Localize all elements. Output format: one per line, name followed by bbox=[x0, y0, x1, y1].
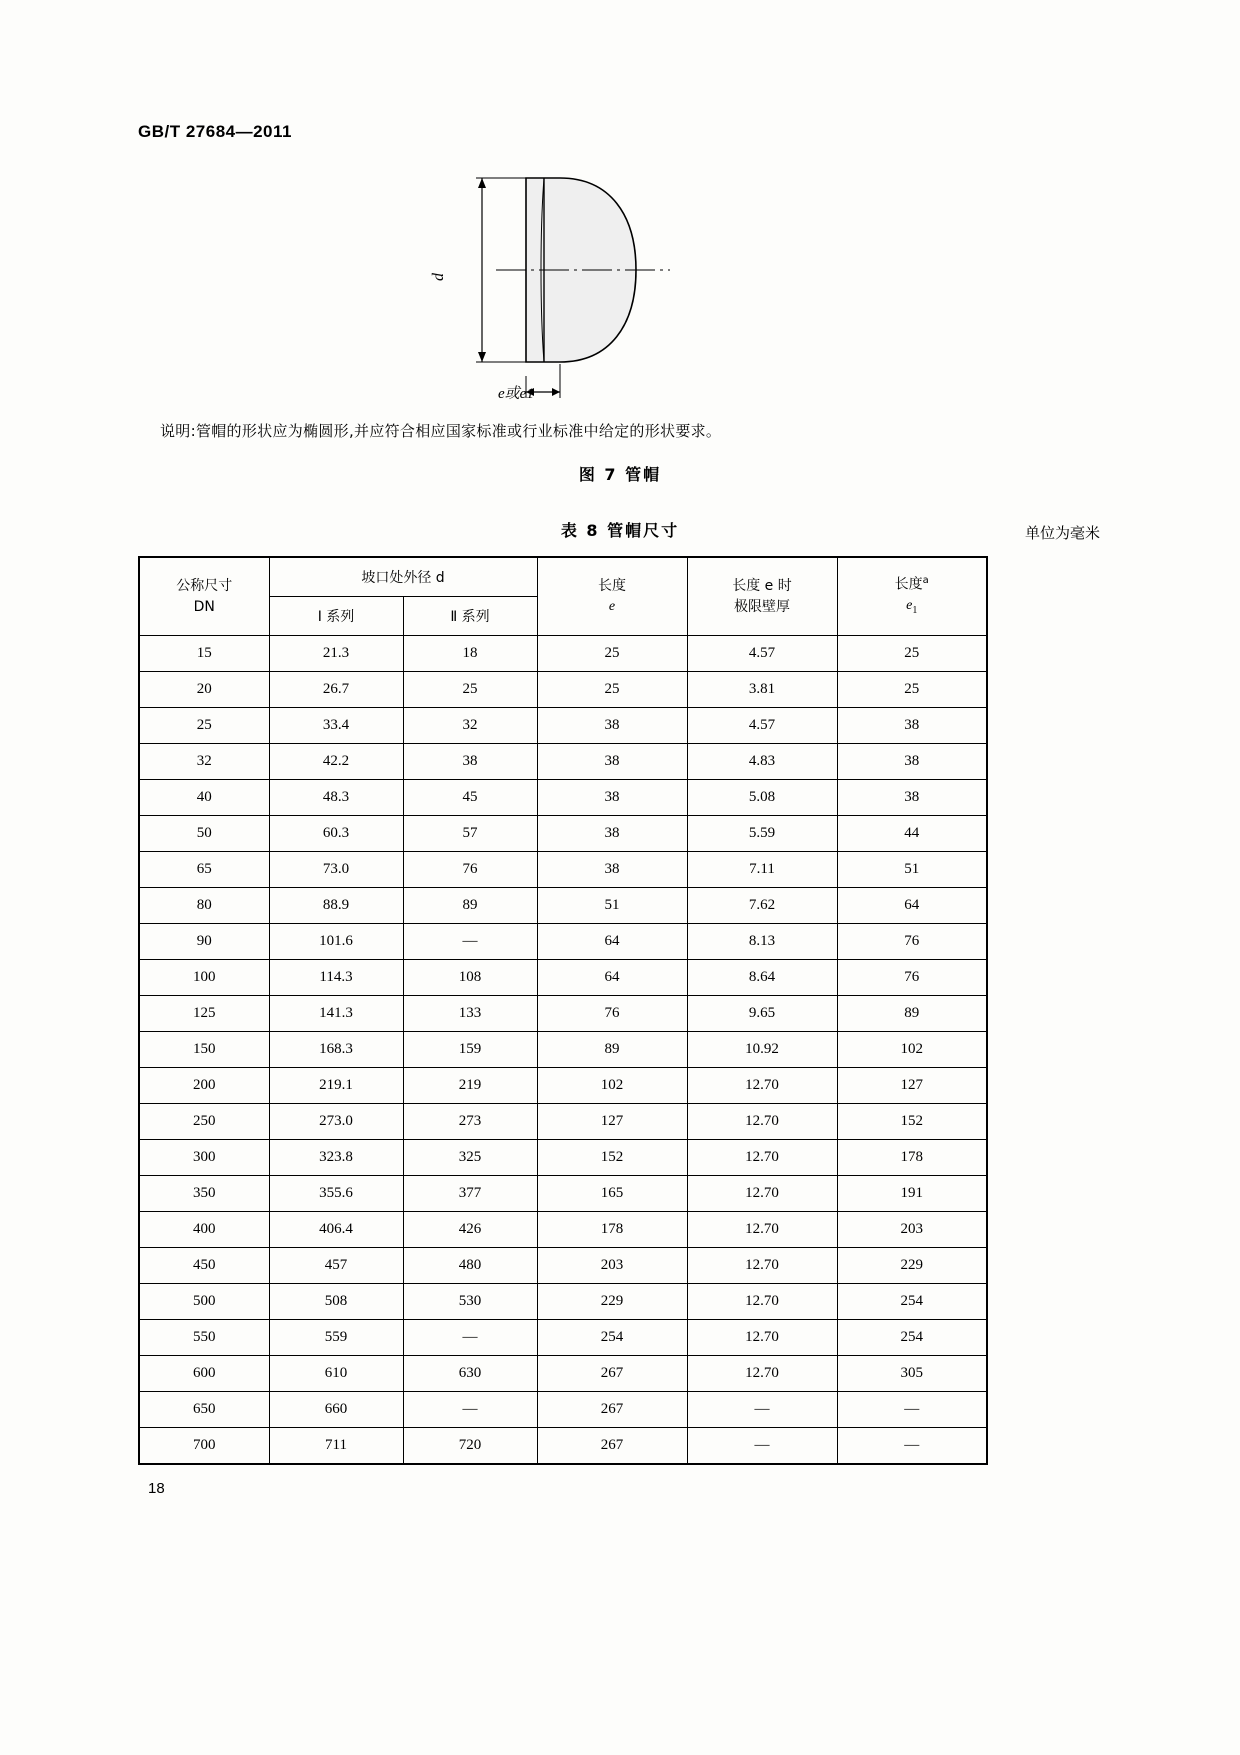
table-cell: 12.70 bbox=[687, 1248, 837, 1284]
header-length-e1-line1: 长度 bbox=[894, 577, 923, 594]
table-cell: 25 bbox=[537, 672, 687, 708]
table-cell: 150 bbox=[139, 1032, 269, 1068]
table-cell: 325 bbox=[403, 1140, 537, 1176]
table-cell: 203 bbox=[537, 1248, 687, 1284]
table-cell: 159 bbox=[403, 1032, 537, 1068]
table-cell: 133 bbox=[403, 996, 537, 1032]
table-cell: 273 bbox=[403, 1104, 537, 1140]
table-cell: 57 bbox=[403, 816, 537, 852]
table-cell: 76 bbox=[537, 996, 687, 1032]
table-cell: 4.83 bbox=[687, 744, 837, 780]
table-cell: 10.92 bbox=[687, 1032, 837, 1068]
table-row bbox=[139, 996, 987, 1032]
table-cell: 406.4 bbox=[269, 1212, 403, 1248]
figure-caption: 图 7 管帽 bbox=[578, 465, 662, 484]
table-row bbox=[139, 960, 987, 996]
table-cell: 152 bbox=[837, 1104, 987, 1140]
table-cell: — bbox=[687, 1428, 837, 1465]
table-cell: 38 bbox=[537, 744, 687, 780]
table-cell: 127 bbox=[537, 1104, 687, 1140]
header-length-e bbox=[537, 557, 687, 636]
table-cell: 18 bbox=[403, 636, 537, 672]
table-cell: 191 bbox=[837, 1176, 987, 1212]
page-number: 18 bbox=[148, 1480, 165, 1497]
table-cell: 76 bbox=[837, 924, 987, 960]
table-cell: 267 bbox=[537, 1428, 687, 1465]
table-cell: 200 bbox=[139, 1068, 269, 1104]
table-row bbox=[139, 888, 987, 924]
table-cell: 650 bbox=[139, 1392, 269, 1428]
table-cell: 64 bbox=[837, 888, 987, 924]
table-cell: 8.64 bbox=[687, 960, 837, 996]
table-cell: 508 bbox=[269, 1284, 403, 1320]
table-cell: — bbox=[687, 1392, 837, 1428]
standard-code-header: GB/T 27684—2011 bbox=[138, 122, 292, 141]
table-cell: 102 bbox=[537, 1068, 687, 1104]
header-length-e-line1: 长度 bbox=[598, 577, 626, 594]
table-cell: 38 bbox=[403, 744, 537, 780]
table-cell: 305 bbox=[837, 1356, 987, 1392]
header-series-2: Ⅱ 系列 bbox=[403, 597, 537, 636]
table-row bbox=[139, 1032, 987, 1068]
table-row bbox=[139, 1356, 987, 1392]
table-cell: 89 bbox=[403, 888, 537, 924]
table-cell: 12.70 bbox=[687, 1284, 837, 1320]
pipe-cap-drawing bbox=[440, 160, 780, 410]
table-unit-note: 单位为毫米 bbox=[1024, 524, 1100, 542]
table-row bbox=[139, 1176, 987, 1212]
table-cell: 20 bbox=[139, 672, 269, 708]
table-cell: 38 bbox=[837, 708, 987, 744]
table-cell: 12.70 bbox=[687, 1140, 837, 1176]
table-cell: 711 bbox=[269, 1428, 403, 1465]
figure-pipe-cap bbox=[430, 160, 780, 410]
table-cell: 26.7 bbox=[269, 672, 403, 708]
pipe-cap-dimension-table bbox=[138, 556, 988, 1465]
header-series-1: Ⅰ 系列 bbox=[269, 597, 403, 636]
figure-label-e: e或e1 bbox=[498, 386, 534, 402]
table-cell: 9.65 bbox=[687, 996, 837, 1032]
table-cell: 377 bbox=[403, 1176, 537, 1212]
table-cell: 178 bbox=[837, 1140, 987, 1176]
table-cell: 480 bbox=[403, 1248, 537, 1284]
table-cell: 300 bbox=[139, 1140, 269, 1176]
table-cell: — bbox=[403, 1320, 537, 1356]
table-cell: 73.0 bbox=[269, 852, 403, 888]
table-cell: 720 bbox=[403, 1428, 537, 1465]
table-row bbox=[139, 1248, 987, 1284]
table-row bbox=[139, 816, 987, 852]
table-row bbox=[139, 636, 987, 672]
table-row bbox=[139, 1392, 987, 1428]
table-row bbox=[139, 780, 987, 816]
table-cell: 21.3 bbox=[269, 636, 403, 672]
table-cell: 25 bbox=[403, 672, 537, 708]
table-cell: 38 bbox=[537, 708, 687, 744]
header-length-e1-footnote-mark: a bbox=[922, 575, 929, 587]
table-cell: 45 bbox=[403, 780, 537, 816]
table-cell: 12.70 bbox=[687, 1068, 837, 1104]
table-cell: 88.9 bbox=[269, 888, 403, 924]
table-cell: — bbox=[837, 1392, 987, 1428]
header-nominal-size bbox=[139, 557, 269, 636]
table-cell: 38 bbox=[537, 780, 687, 816]
header-limit-wall-thickness-line2: 极限壁厚 bbox=[734, 598, 790, 615]
header-limit-wall-thickness bbox=[687, 557, 837, 636]
table-cell: 101.6 bbox=[269, 924, 403, 960]
table-cell: 25 bbox=[537, 636, 687, 672]
table-cell: — bbox=[403, 924, 537, 960]
table-cell: 3.81 bbox=[687, 672, 837, 708]
table-cell: 15 bbox=[139, 636, 269, 672]
table-cell: 12.70 bbox=[687, 1356, 837, 1392]
header-nominal-size-line1: 公称尺寸 bbox=[176, 578, 233, 595]
table-cell: 44 bbox=[837, 816, 987, 852]
table-cell: 76 bbox=[837, 960, 987, 996]
header-length-e1 bbox=[837, 557, 987, 636]
table-cell: 600 bbox=[139, 1356, 269, 1392]
table-cell: 229 bbox=[837, 1248, 987, 1284]
table-cell: 267 bbox=[537, 1356, 687, 1392]
table-cell: 38 bbox=[537, 816, 687, 852]
table-cell: 60.3 bbox=[269, 816, 403, 852]
table-cell: 141.3 bbox=[269, 996, 403, 1032]
table-cell: — bbox=[837, 1428, 987, 1465]
table-cell: 50 bbox=[139, 816, 269, 852]
dimension-table-wrapper bbox=[138, 556, 986, 1465]
table-cell: 457 bbox=[269, 1248, 403, 1284]
table-cell: — bbox=[403, 1392, 537, 1428]
table-cell: 178 bbox=[537, 1212, 687, 1248]
table-row bbox=[139, 1212, 987, 1248]
table-cell: 38 bbox=[837, 744, 987, 780]
table-row bbox=[139, 672, 987, 708]
table-cell: 25 bbox=[837, 672, 987, 708]
table-cell: 48.3 bbox=[269, 780, 403, 816]
table-row bbox=[139, 1284, 987, 1320]
header-length-e1-line2: $e_1$ bbox=[906, 598, 918, 617]
table-cell: 12.70 bbox=[687, 1104, 837, 1140]
header-nominal-size-line2: DN bbox=[193, 598, 215, 615]
table-cell: 32 bbox=[139, 744, 269, 780]
table-cell: 5.08 bbox=[687, 780, 837, 816]
header-length-e-line2: e bbox=[608, 599, 616, 614]
table-cell: 400 bbox=[139, 1212, 269, 1248]
table-cell: 250 bbox=[139, 1104, 269, 1140]
table-cell: 127 bbox=[837, 1068, 987, 1104]
table-cell: 12.70 bbox=[687, 1320, 837, 1356]
table-cell: 4.57 bbox=[687, 708, 837, 744]
table-cell: 450 bbox=[139, 1248, 269, 1284]
table-cell: 7.11 bbox=[687, 852, 837, 888]
table-row bbox=[139, 1140, 987, 1176]
table-cell: 51 bbox=[837, 852, 987, 888]
table-cell: 40 bbox=[139, 780, 269, 816]
table-cell: 90 bbox=[139, 924, 269, 960]
table-cell: 5.59 bbox=[687, 816, 837, 852]
table-cell: 530 bbox=[403, 1284, 537, 1320]
table-cell: 76 bbox=[403, 852, 537, 888]
table-cell: 33.4 bbox=[269, 708, 403, 744]
table-cell: 219 bbox=[403, 1068, 537, 1104]
table-cell: 114.3 bbox=[269, 960, 403, 996]
table-cell: 426 bbox=[403, 1212, 537, 1248]
table-title: 表 8 管帽尺寸 bbox=[560, 521, 680, 540]
table-cell: 64 bbox=[537, 924, 687, 960]
table-cell: 254 bbox=[837, 1320, 987, 1356]
table-cell: 229 bbox=[537, 1284, 687, 1320]
table-cell: 64 bbox=[537, 960, 687, 996]
table-row bbox=[139, 924, 987, 960]
table-cell: 610 bbox=[269, 1356, 403, 1392]
table-cell: 165 bbox=[537, 1176, 687, 1212]
table-cell: 125 bbox=[139, 996, 269, 1032]
table-cell: 89 bbox=[837, 996, 987, 1032]
table-cell: 38 bbox=[837, 780, 987, 816]
table-cell: 630 bbox=[403, 1356, 537, 1392]
table-row bbox=[139, 744, 987, 780]
table-cell: 323.8 bbox=[269, 1140, 403, 1176]
table-row bbox=[139, 708, 987, 744]
table-cell: 80 bbox=[139, 888, 269, 924]
table-cell: 273.0 bbox=[269, 1104, 403, 1140]
table-header bbox=[139, 557, 987, 636]
table-row bbox=[139, 1428, 987, 1465]
table-cell: 267 bbox=[537, 1392, 687, 1428]
table-cell: 168.3 bbox=[269, 1032, 403, 1068]
table-cell: 8.13 bbox=[687, 924, 837, 960]
table-cell: 254 bbox=[537, 1320, 687, 1356]
header-outside-diameter-group bbox=[269, 557, 537, 597]
table-cell: 350 bbox=[139, 1176, 269, 1212]
table-cell: 32 bbox=[403, 708, 537, 744]
table-cell: 254 bbox=[837, 1284, 987, 1320]
table-cell: 12.70 bbox=[687, 1176, 837, 1212]
table-cell: 25 bbox=[837, 636, 987, 672]
table-cell: 65 bbox=[139, 852, 269, 888]
header-outside-diameter-text: 坡口处外径 d bbox=[361, 570, 445, 586]
table-cell: 559 bbox=[269, 1320, 403, 1356]
table-cell: 51 bbox=[537, 888, 687, 924]
table-cell: 355.6 bbox=[269, 1176, 403, 1212]
table-cell: 42.2 bbox=[269, 744, 403, 780]
table-cell: 550 bbox=[139, 1320, 269, 1356]
table-cell: 7.62 bbox=[687, 888, 837, 924]
table-row bbox=[139, 1104, 987, 1140]
table-cell: 500 bbox=[139, 1284, 269, 1320]
table-cell: 108 bbox=[403, 960, 537, 996]
table-cell: 25 bbox=[139, 708, 269, 744]
table-row bbox=[139, 852, 987, 888]
table-cell: 4.57 bbox=[687, 636, 837, 672]
table-cell: 203 bbox=[837, 1212, 987, 1248]
table-body bbox=[139, 636, 987, 1465]
table-row bbox=[139, 1068, 987, 1104]
table-cell: 219.1 bbox=[269, 1068, 403, 1104]
table-cell: 152 bbox=[537, 1140, 687, 1176]
figure-label-d: d bbox=[430, 273, 447, 281]
table-cell: 100 bbox=[139, 960, 269, 996]
table-cell: 89 bbox=[537, 1032, 687, 1068]
table-cell: 12.70 bbox=[687, 1212, 837, 1248]
table-row bbox=[139, 1320, 987, 1356]
table-cell: 700 bbox=[139, 1428, 269, 1465]
figure-note: 说明:管帽的形状应为椭圆形,并应符合相应国家标准或行业标准中给定的形状要求。 bbox=[160, 422, 722, 440]
table-cell: 38 bbox=[537, 852, 687, 888]
header-limit-wall-thickness-line1: 长度 e 时 bbox=[732, 578, 792, 595]
table-cell: 660 bbox=[269, 1392, 403, 1428]
table-cell: 102 bbox=[837, 1032, 987, 1068]
